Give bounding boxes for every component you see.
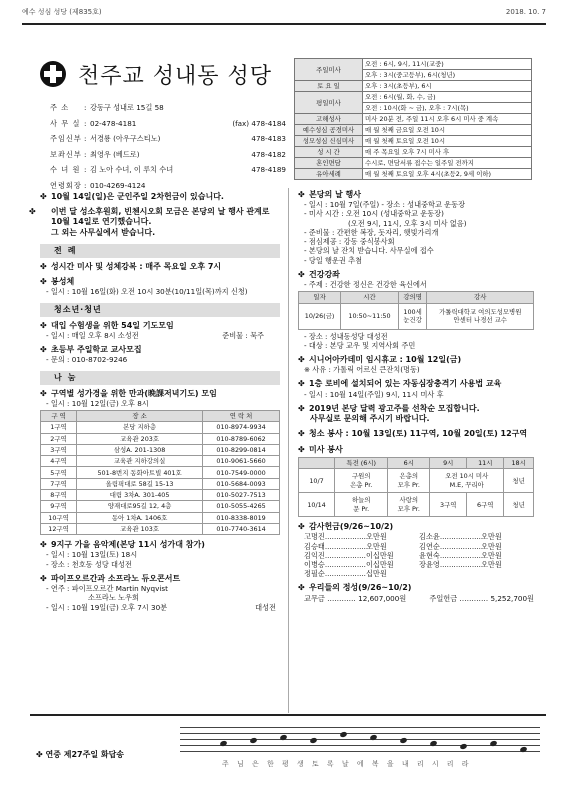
parish-day-item: ✤ 본당의 날 행사 - 일시 : 10월 7일(주일) - 장소 : 성내중학교 운동장 - 미사 시간 : 오전 10시 (성내중학교 운동장) (오전 9시, 11시, 오후 3시 미사 없음) - 준비물 : 간편한 복장, 돗자리, 햇빛가리개 - 점심제공 : 강동 중식봉사회 - 본당의 날 잔치 받습니다. 사무실에 접수 - 당일 행운권 추첨 [298,190,467,265]
cross-icon: ✤ [40,277,47,287]
schedule-value: 오후 : 3시(초등부), 6시 [363,81,532,92]
cleaning-item: ✤ 청소 봉사 : 10월 13일(토) 11구역, 10월 20일(토) 12구역 [298,429,528,439]
table-cell: 010-9061-5660 [203,456,280,467]
info-extra: 478-4189 [251,165,286,175]
table-cell: 동아 1차A. 1406호 [77,512,203,523]
music-staff [180,727,540,751]
schedule-value: 미사 20분 전, 주일 11시 오후 6시 미사 중 계속 [363,114,532,125]
schedule-value: 매 월 첫째 금요일 오전 10시 [363,125,532,136]
schedule-row [295,125,532,136]
table-cell: 교육관 지하강의실 [77,456,203,467]
sharing-item: ✤ 9지구 가을 음악제(본당 11시 성가대 참가) - 일시 : 10월 13일(토) 18시 - 장소 : 천호동 성당 대성전 [40,540,205,569]
table-cell: 9구역 [41,501,77,512]
donor-entry: 김연순..................오만원 [419,541,502,551]
table-cell: 3구역 [41,444,77,455]
schedule-row [295,158,532,169]
table-row [41,523,280,534]
donor-row [298,551,534,560]
sharing-item: ✤ 구역별 성가경을 위한 만과(晩課저녁기도) 모임 - 일시 : 10월 12일(금) 오후 8시 구 역 장 소 연 락 처 1구역 본당 지하층 010-8974-9934 2구역 교육관 203호 010-8789-6062 3구역 삼성A. 201-1308 010-8299-0814 4구역 교육관 지하강의실 010-9061-5660 5구역 501-8번지 동화아트빌 401호 010-7549-0000 7구역 올림픽대로 58길 15-13 010-5684-0093 8구역 대림 3차A. 301-405 010-5027-7513 9구역 양재대로95길 12, 4층 010-5055-4265 10구역 동아 1차A. 1406호 010-8338-8019 12구역 교육관 103호 010-7740-3614 [40,389,280,536]
info-key: 주임신부 [50,134,82,144]
info-extra: (fax) 478-4184 [232,118,286,128]
table-row: 10/7 구원의 은총 Pr. 은총의 모후 Pr. 오전 10시 미사 M.E, 꾸리아 청년 [299,469,534,493]
cross-icon: ✤ [40,573,47,583]
lecture-table [298,291,534,329]
schedule-key: 예수성심 공경미사 [295,125,363,136]
schedule-value: 오전 : 10시(화 ~ 금), 오후 : 7시(목) [363,103,532,114]
table-cell: 010-7549-0000 [203,467,280,478]
info-value: 강동구 성내로 15길 58 [90,103,164,113]
cross-icon: ✤ [40,540,47,550]
calendar-ad-item: ✤ 2019년 본당 달력 광고주를 선착순 모집합니다. 사무실로 문의해 주시기 바랍니다. [298,403,480,424]
section-band-youth: 청소년·청년 [40,303,280,317]
table-row [41,422,280,433]
table-cell: 교육관 103호 [77,523,203,534]
info-value: 김 노아 수녀, 이 루치 수녀 [90,165,174,175]
youth-item: ✤ 대입 수험생을 위한 54일 기도모임 - 일시 : 매일 오후 8시 소성전 준비물 : 묵주 [40,320,264,340]
schedule-row [295,92,532,103]
schedule-value: 오전 : 6시, 9시, 11시(교중) [363,59,532,70]
table-cell: 양재대로95길 12, 4층 [77,501,203,512]
table-row [41,467,280,478]
cross-icon: ✤ [298,379,305,389]
liturgy-item: ✤ 봉성체 - 일시 : 10월 16일(화) 오전 10시 30분(10/11일(목)까지 신청) [40,277,248,297]
schedule-value: 매 월 첫째 토요일 오후 4시(초등2, 9세 이하) [363,169,532,180]
section-band-liturgy: 전례 [40,244,280,258]
table-cell: 010-5027-7513 [203,490,280,501]
column-divider [288,188,289,713]
cross-icon: ✤ [40,345,47,355]
table-cell: 010-5055-4265 [203,501,280,512]
table-cell: 올림픽대로 58길 15-13 [77,478,203,489]
table-cell: 8구역 [41,490,77,501]
donor-entry [419,569,534,578]
schedule-row [295,59,532,70]
psalm-music [30,714,546,774]
table-cell: 010-8299-0814 [203,444,280,455]
contact-info [50,100,286,193]
info-value: 010-4269-4124 [90,180,146,190]
info-value: 02-478-4181 [90,118,137,128]
offerings-item: ✤ 우리들의 정성(9/26~10/2) 교무금 ………… 12,607,000원 주일헌금 ………… 5,252,700원 [298,583,534,603]
info-extra: 478-4182 [251,149,286,159]
cross-icon: ✤ [298,269,305,279]
academy-item: ✤ 시니어아카데미 임시휴교 : 10월 12일(금) ※ 사유 : 가톨릭 어르신 큰잔치(명동) [298,354,462,375]
cross-icon: ✤ [298,403,305,413]
schedule-value: 오후 : 3시(중고등부), 6시(청년) [363,70,532,81]
table-cell: 7구역 [41,478,77,489]
schedule-key: 평일미사 [295,92,363,114]
cross-icon: ✤ [40,261,47,271]
psalm-label: ✤ 연중 제27주일 화답송 [36,750,125,759]
cross-icon: ✤ [298,444,305,454]
table-cell: 501-8번지 동화아트빌 401호 [77,467,203,478]
cross-icon: ✤ [298,522,305,532]
sharing-item: ✤ 파이프오르간과 소프라노 듀오콘서트 - 연주 : 파이프오르간 Martin Nyqvist 소프라노 노우희 - 일시 : 10월 19일(금) 오후 7시 30분 대성전 [40,573,276,612]
table-cell: 12구역 [41,523,77,534]
mass-service-item: ✤ 미사 봉사 특전 (6시) 6시 9시 11시 18시 10/7 구원의 은총 Pr. 은총의 모후 Pr. 오전 10시 미사 M.E, 꾸리아 청년 10/14 하늘의 문 Pr. 사랑의 모후 Pr. 3구역 6구역 청년 [298,445,534,518]
table-cell: 대림 3차A. 301-405 [77,490,203,501]
info-key: 사 무 실 [50,118,81,128]
donor-row [298,569,534,578]
schedule-key: 고해성사 [295,114,363,125]
schedule-value: 오전 : 6시(월, 화, 수, 금) [363,92,532,103]
psalm-lyric: 주 님 은 한 평 생 토 록 날 에 복 을 내 리 시 리 라 [222,760,469,768]
health-lecture-item: ✤ 건강강좌 - 주제 : 건강한 정신은 건강한 육신에서 일자 시간 강의명 강사 10/26(금) 10:50~11:50 100세 눈건강 가톨릭대학교 여의도성모병원 안센터 나경선 교수 - 장소 : 성내동성당 대성전 - 대상 : 본당 교우 및 지역사회 주민 [298,270,534,350]
mass-service-table [298,457,534,517]
donor-entry: 장윤영..................오만원 [419,559,502,569]
schedule-key: 토 요 일 [295,81,363,92]
info-extra: 478-4183 [251,134,286,144]
info-value: 서경룡 (아우구스티노) [90,134,161,144]
table-row [41,456,280,467]
info-key: 연령회장 [50,180,82,190]
issue-label: 예수 성심 성당 (제835호) [22,8,102,16]
table-cell: 010-8338-8019 [203,512,280,523]
schedule-row [295,136,532,147]
donor-list [298,532,534,578]
donor-entry: 윤현숙..................오만원 [419,550,502,560]
bulletin-header [22,8,546,22]
table-cell: 010-8974-9934 [203,422,280,433]
info-value: 최영우 (베드로) [90,149,140,159]
table-row [41,512,280,523]
info-row: 보좌신부 : 최영우 (베드로) 478-4182 [50,149,286,159]
youth-item: ✤ 초등부 주일학교 교사모집 - 문의 : 010-8702-9246 [40,345,142,365]
table-header: 구 역 장 소 연 락 처 [41,410,280,421]
table-cell: 10구역 [41,512,77,523]
table-cell: 5구역 [41,467,77,478]
schedule-key: 주일미사 [295,59,363,81]
donor-entry: 김익진..................이십만원 [304,550,394,560]
table-row [41,490,280,501]
schedule-value: 매 주 목요일 오후 7시 미사 후 [363,147,532,158]
cross-icon: ✤ [298,429,305,439]
liturgy-item: ✤ 성시간 미사 및 성체강복 : 매주 목요일 오후 7시 [40,261,222,271]
info-row: 사 무 실 : 02-478-4181 (fax) 478-4184 [50,118,286,128]
schedule-row [295,147,532,158]
schedule-value: 매 월 첫째 토요일 오전 10시 [363,136,532,147]
info-row: 주 소 : 강동구 성내로 15길 58 [50,100,286,116]
donor-entry: 이병승..................이십만원 [304,559,394,569]
cross-icon: ✤ [298,354,305,364]
right-column [298,190,534,608]
issue-date: 2018. 10. 7 [505,8,546,16]
schedule-key: 성 시 간 [295,147,363,158]
cross-icon: ✤ [29,207,36,217]
table-cell: 4구역 [41,456,77,467]
schedule-key: 유아세례 [295,169,363,180]
parish-logo-icon [40,61,66,87]
mass-schedule-table [294,58,532,180]
table-cell: 2구역 [41,433,77,444]
table-row: 10/14 하늘의 문 Pr. 사랑의 모후 Pr. 3구역 6구역 청년 [299,493,534,517]
table-header: 일자 시간 강의명 강사 [299,292,534,303]
donor-row [298,542,534,551]
info-key: 주 소 [50,103,70,113]
cross-icon: ✤ [40,192,47,201]
schedule-row [295,81,532,92]
parish-title: 천주교 성내동 성당 [78,64,273,89]
info-row: 주임신부 : 서경룡 (아우구스티노) 478-4183 [50,134,286,144]
donor-row [298,532,534,541]
info-row: 연령회장 : 010-4269-4124 [50,178,286,194]
schedule-row [295,114,532,125]
table-cell: 본당 지하층 [77,422,203,433]
notice: ✤ 이번 달 성소후원회, 빈첸시오회 모금은 본당의 날 행사 관계로 10월 14일로 연기했습니다. 그 외는 사무실에서 받습니다. [29,207,270,237]
donor-entry: 김승태..................오만원 [304,541,387,551]
table-row [41,478,280,489]
cross-icon: ✤ [40,388,47,398]
table-row: 10/26(금) 10:50~11:50 100세 눈건강 가톨릭대학교 여의도성모병원 안센터 나경선 교수 [299,303,534,329]
cross-icon: ✤ [36,750,46,759]
donor-entry: 김소윤..................오만원 [419,532,502,542]
schedule-row [295,169,532,180]
donor-entry: 고명진..................오만원 [304,532,387,542]
table-cell: 교육관 203호 [77,433,203,444]
table-row [41,444,280,455]
table-cell: 010-7740-3614 [203,523,280,534]
table-cell: 010-8789-6062 [203,433,280,444]
cross-icon: ✤ [298,190,305,199]
donor-entry: 정필순..................십만원 [304,569,387,579]
table-header: 특전 (6시) 6시 9시 11시 18시 [299,457,534,468]
schedule-value: 수시로, 면담서류 접수는 일주일 전까지 [363,158,532,169]
info-key: 수 녀 원 [50,165,81,175]
table-cell: 1구역 [41,422,77,433]
header-rule [22,23,546,25]
table-row [41,501,280,512]
section-band-sharing: 나눔 [40,371,280,385]
table-cell: 삼성A. 201-1308 [77,444,203,455]
aed-item: ✤ 1층 로비에 설치되어 있는 자동심장충격기 사용법 교육 - 일시 : 10월 14일(주일) 9시, 11시 미사 후 [298,379,502,399]
donor-row [298,560,534,569]
cross-icon: ✤ [298,583,305,593]
schedule-key: 성모성심 신심미사 [295,136,363,147]
info-key: 보좌신부 [50,149,82,159]
thanks-offering-item: ✤ 감사헌금(9/26~10/2) 고명진..................오만원 김소윤..................오만원 김승태..................오만원 김연순..................오만원 김익진..................이십만원 윤현숙..................오만원 이병승..................이십만원 장윤영..................오만원 정필순..................십만원 [298,522,534,578]
table-cell: 010-5684-0093 [203,478,280,489]
notice: ✤ 10월 14일(일)은 군인주일 2차헌금이 있습니다. [40,192,224,201]
cross-icon: ✤ [40,320,47,330]
left-column [29,192,280,617]
info-row: 수 녀 원 : 김 노아 수녀, 이 루치 수녀 478-4189 [50,165,286,175]
district-table [40,410,280,535]
schedule-key: 혼인면담 [295,158,363,169]
table-row [41,433,280,444]
